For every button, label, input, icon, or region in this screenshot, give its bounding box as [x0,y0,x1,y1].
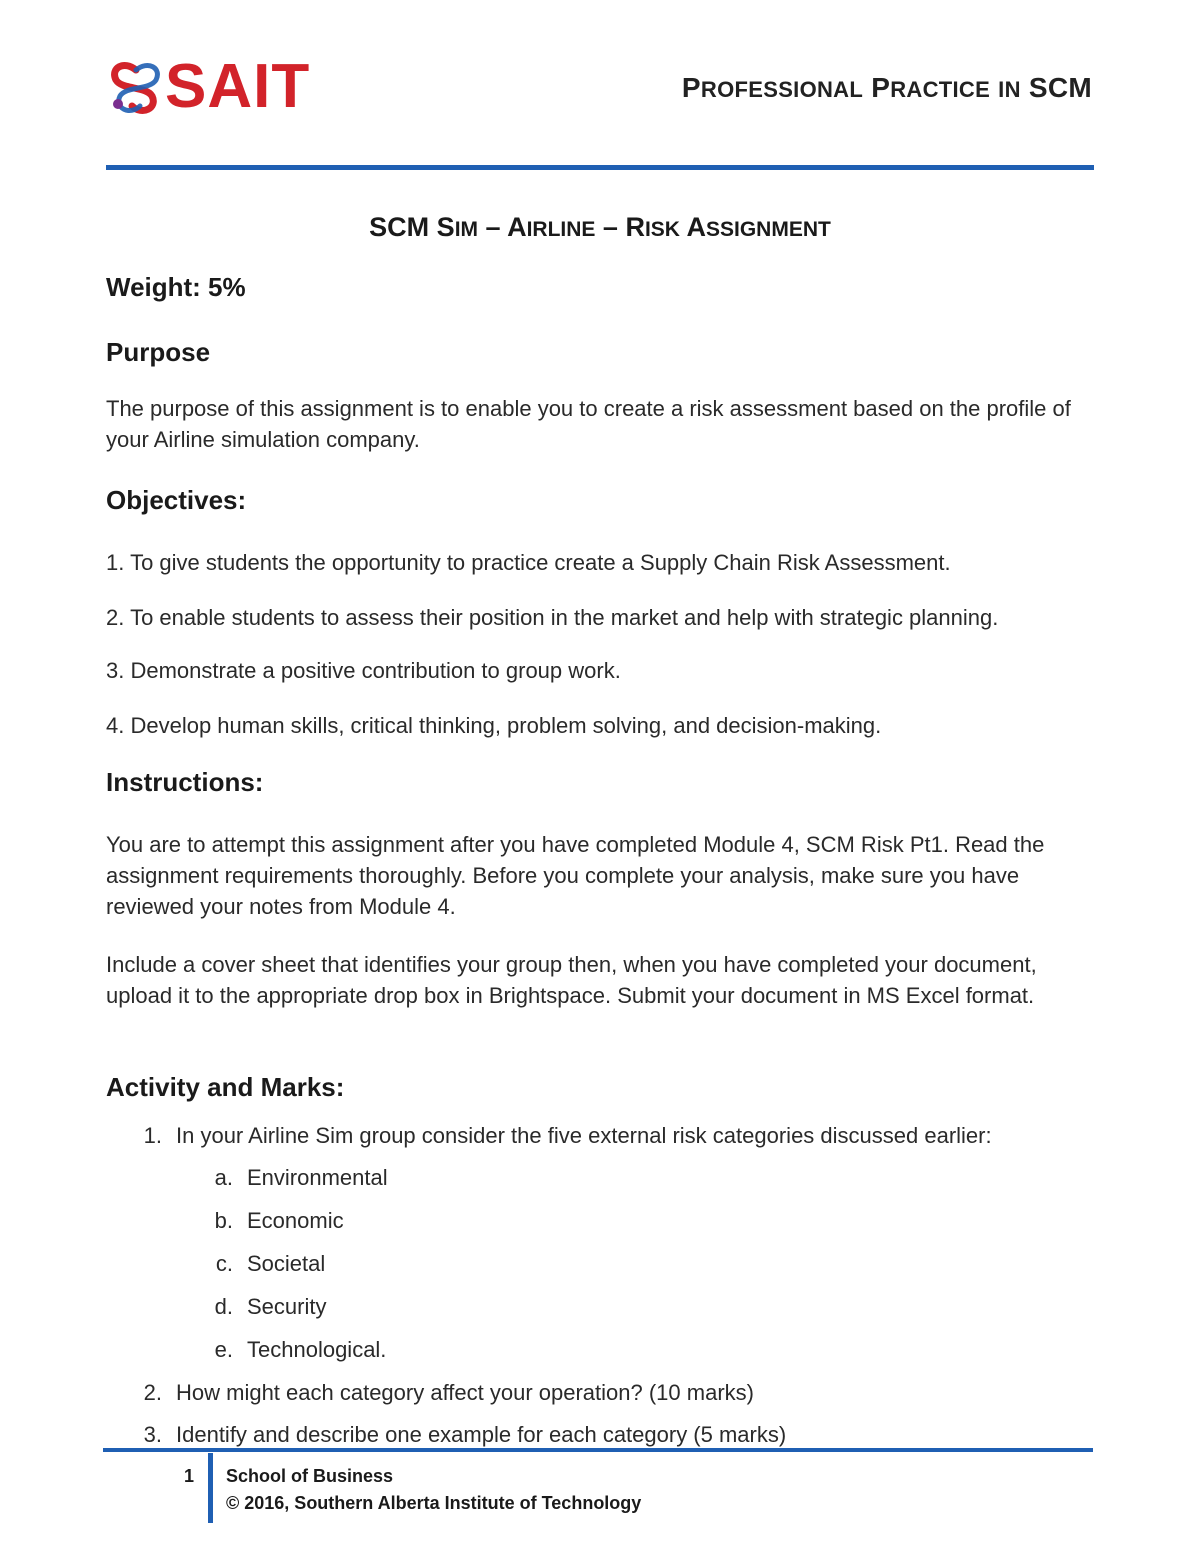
sait-logo-icon [106,58,166,116]
list-item: Identify and describe one example for each category (5 marks) [176,1422,787,1447]
list-number: 1. [143,1123,162,1148]
instructions-heading: Instructions: [106,767,264,797]
sub-list-item: Environmental [247,1165,388,1190]
footer-vertical-bar [208,1453,213,1523]
list-letter: d. [214,1294,233,1319]
objective-item: 4. Develop human skills, critical thinking, problem solving, and decision-making. [106,713,882,738]
objective-item: 2. To enable students to assess their position in the market and help with strategic planning. [106,605,999,630]
page-number: 1 [183,1466,194,1486]
activity-heading: Activity and Marks: [106,1072,345,1102]
list-letter: a. [214,1165,233,1190]
sub-list-item: Societal [247,1251,326,1276]
instructions-paragraph-1: You are to attempt this assignment after you have completed Module 4, SCM Risk Pt1. Read the assignment requirements thoroughly. Before you complete your analysis, make sure you have reviewed your notes from Module 4. [106,832,1045,919]
sait-logo-text: SAIT [165,52,311,121]
list-number: 2. [143,1380,162,1405]
weight-label: Weight: 5% [106,272,246,302]
header-divider [106,165,1094,170]
list-letter: b. [214,1208,233,1233]
sub-list-item: Technological. [247,1337,387,1362]
purpose-heading: Purpose [106,337,211,367]
document-title: SCM SIM – AIRLINE – RISK ASSIGNMENT [369,212,831,242]
list-number: 3. [143,1422,162,1447]
objectives-heading: Objectives: [106,485,247,515]
objective-item: 3. Demonstrate a positive contribution to group work. [106,658,621,683]
list-letter: e. [214,1337,233,1362]
footer-copyright: © 2016, Southern Alberta Institute of Technology [226,1493,642,1513]
sub-list-item: Economic [247,1208,344,1233]
instructions-paragraph-2: Include a cover sheet that identifies your group then, when you have completed your document, upload it to the appropriate drop box in Brightspace. Submit your document in MS Excel format. [106,952,1037,1008]
sub-list-item: Security [247,1294,327,1319]
objective-item: 1. To give students the opportunity to practice create a Supply Chain Risk Assessment. [106,550,951,575]
footer-school: School of Business [226,1466,394,1486]
footer-divider [103,1448,1093,1452]
list-item: How might each category affect your operation? (10 marks) [176,1380,754,1405]
list-letter: c. [215,1251,233,1276]
purpose-text: The purpose of this assignment is to enable you to create a risk assessment based on the profile of your Airline simulation company. [106,396,1071,452]
list-item: In your Airline Sim group consider the five external risk categories discussed earlier: [176,1123,992,1148]
course-title: PROFESSIONAL PRACTICE IN SCM [681,72,1092,103]
